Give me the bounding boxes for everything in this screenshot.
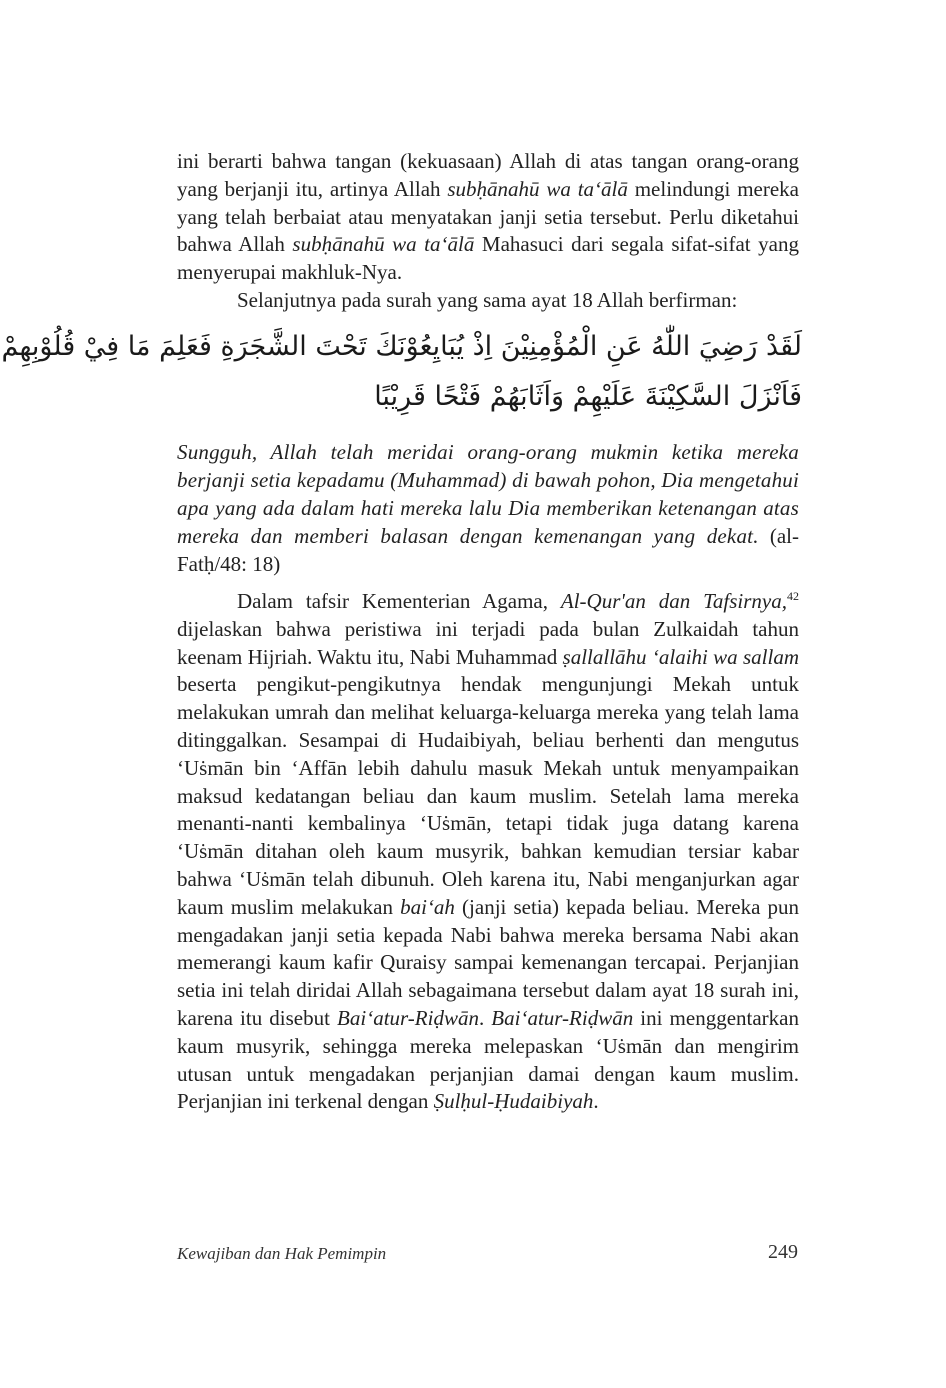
- body-text: .: [478, 1005, 492, 1030]
- intro-paragraph: [177, 148, 799, 287]
- salawat-italic: ṣallallāhu ‘alaihi wa sallam: [562, 644, 799, 669]
- footnote-marker[interactable]: 42: [787, 589, 799, 603]
- body-paragraph: [177, 588, 799, 1116]
- arabic-verse-line-1: لَقَدْ رَضِيَ اللّٰهُ عَنِ الْمُؤْمِنِيْنَ اِذْ يُبَايِعُوْنَكَ تَحْتَ الشَّجَرَةِ فَعَلِمَ مَا فِيْ قُلُوْبِهِمْ: [1, 331, 802, 362]
- intro-text: Mahasuci dari segala sifat-sifat yang menyerupai makhluk-Nya.: [177, 232, 799, 285]
- body-text: Dalam tafsir Kementerian Agama,: [237, 589, 561, 613]
- honorific-italic: subḥānahū wa ta‘ālā: [447, 176, 628, 201]
- body-text: beserta pengikut-pengikutnya hendak mengunjungi Mekah untuk melakukan umrah dan melihat keluarga-keluarga mereka yang telah lama ditinggalkan. Sesampai di Hudaibiyah, beliau berhenti dan mengutus ‘Uṡmān bin ‘Affān lebih dahulu masuk Mekah untuk menyampaikan maksud kedatangan beliau dan kaum muslim. Setelah lama mereka menanti-nanti kembalinya ‘Uṡmān, tetapi tidak juga datang karena ‘Uṡmān ditahan oleh kaum musyrik, bahkan kemudian tersiar kabar bahwa ‘Uṡmān telah dibunuh. Oleh karena itu, Nabi menganjurkan agar kaum muslim melakukan: [177, 672, 799, 919]
- honorific-italic: subḥānahū wa ta‘ālā: [292, 232, 475, 257]
- verse-citation: (al-Fatḥ/48: 18): [177, 524, 799, 576]
- verse-translation: [177, 438, 799, 578]
- book-title-italic: Al-Qur'an dan Tafsirnya,: [560, 589, 787, 613]
- arabic-verse-line-2: فَاَنْزَلَ السَّكِيْنَةَ عَلَيْهِمْ وَاَثَابَهُمْ فَتْحًا قَرِيْبًا: [374, 381, 802, 412]
- term-italic: Ṣulḥul-Ḥudaibiyah: [433, 1089, 594, 1114]
- running-footer-title: Kewajiban dan Hak Pemimpin: [177, 1244, 387, 1263]
- term-italic: Bai‘atur-Riḍwān: [491, 1005, 634, 1030]
- verse-intro-line: Selanjutnya pada surah yang sama ayat 18 Allah berfirman:: [237, 287, 738, 312]
- body-text: (janji setia) kepada beliau. Mereka pun mengadakan janji setia kepada Nabi bahwa mereka bersama Nabi akan memerangi kaum kafir Quraisy sampai kemenangan tercapai. Perjanjian setia ini telah diridai Allah sebagaimana tersebut dalam ayat 18 surah ini, karena itu disebut: [177, 894, 799, 1030]
- term-italic: bai‘ah: [400, 894, 455, 919]
- body-text: dijelaskan bahwa peristiwa ini terjadi pada bulan Zulkaidah tahun keenam Hijriah. Waktu itu, Nabi Muhammad: [177, 616, 799, 669]
- intro-text: ini berarti bahwa tangan (kekuasaan) Allah di atas tangan orang-orang yang berjanji itu, artinya Allah: [177, 149, 799, 201]
- intro-section: [177, 148, 799, 315]
- page-number: 249: [768, 1241, 798, 1263]
- term-italic: Bai‘atur-Riḍwān: [337, 1005, 479, 1030]
- translation-text: Sungguh, Allah telah meridai orang-orang mukmin ketika mereka berjanji setia kepadamu (Muhammad) di bawah pohon, Dia mengetahui apa yang ada dalam hati mereka lalu Dia memberikan ketenangan atas mereka dan memberi balasan dengan kemenangan yang dekat.: [177, 440, 799, 548]
- arabic-verse: [1, 322, 802, 422]
- body-text: ini menggentarkan kaum musyrik, sehingga mereka melepaskan ‘Uṡmān dan mengirim utusan untuk mengadakan perjanjian damai dengan kaum muslim. Perjanjian ini terkenal dengan: [177, 1005, 799, 1114]
- intro-text: melindungi mereka yang telah berbaiat atau menyatakan janji setia tersebut. Perlu diketahui bahwa Allah: [177, 176, 799, 257]
- body-text: .: [593, 1089, 599, 1114]
